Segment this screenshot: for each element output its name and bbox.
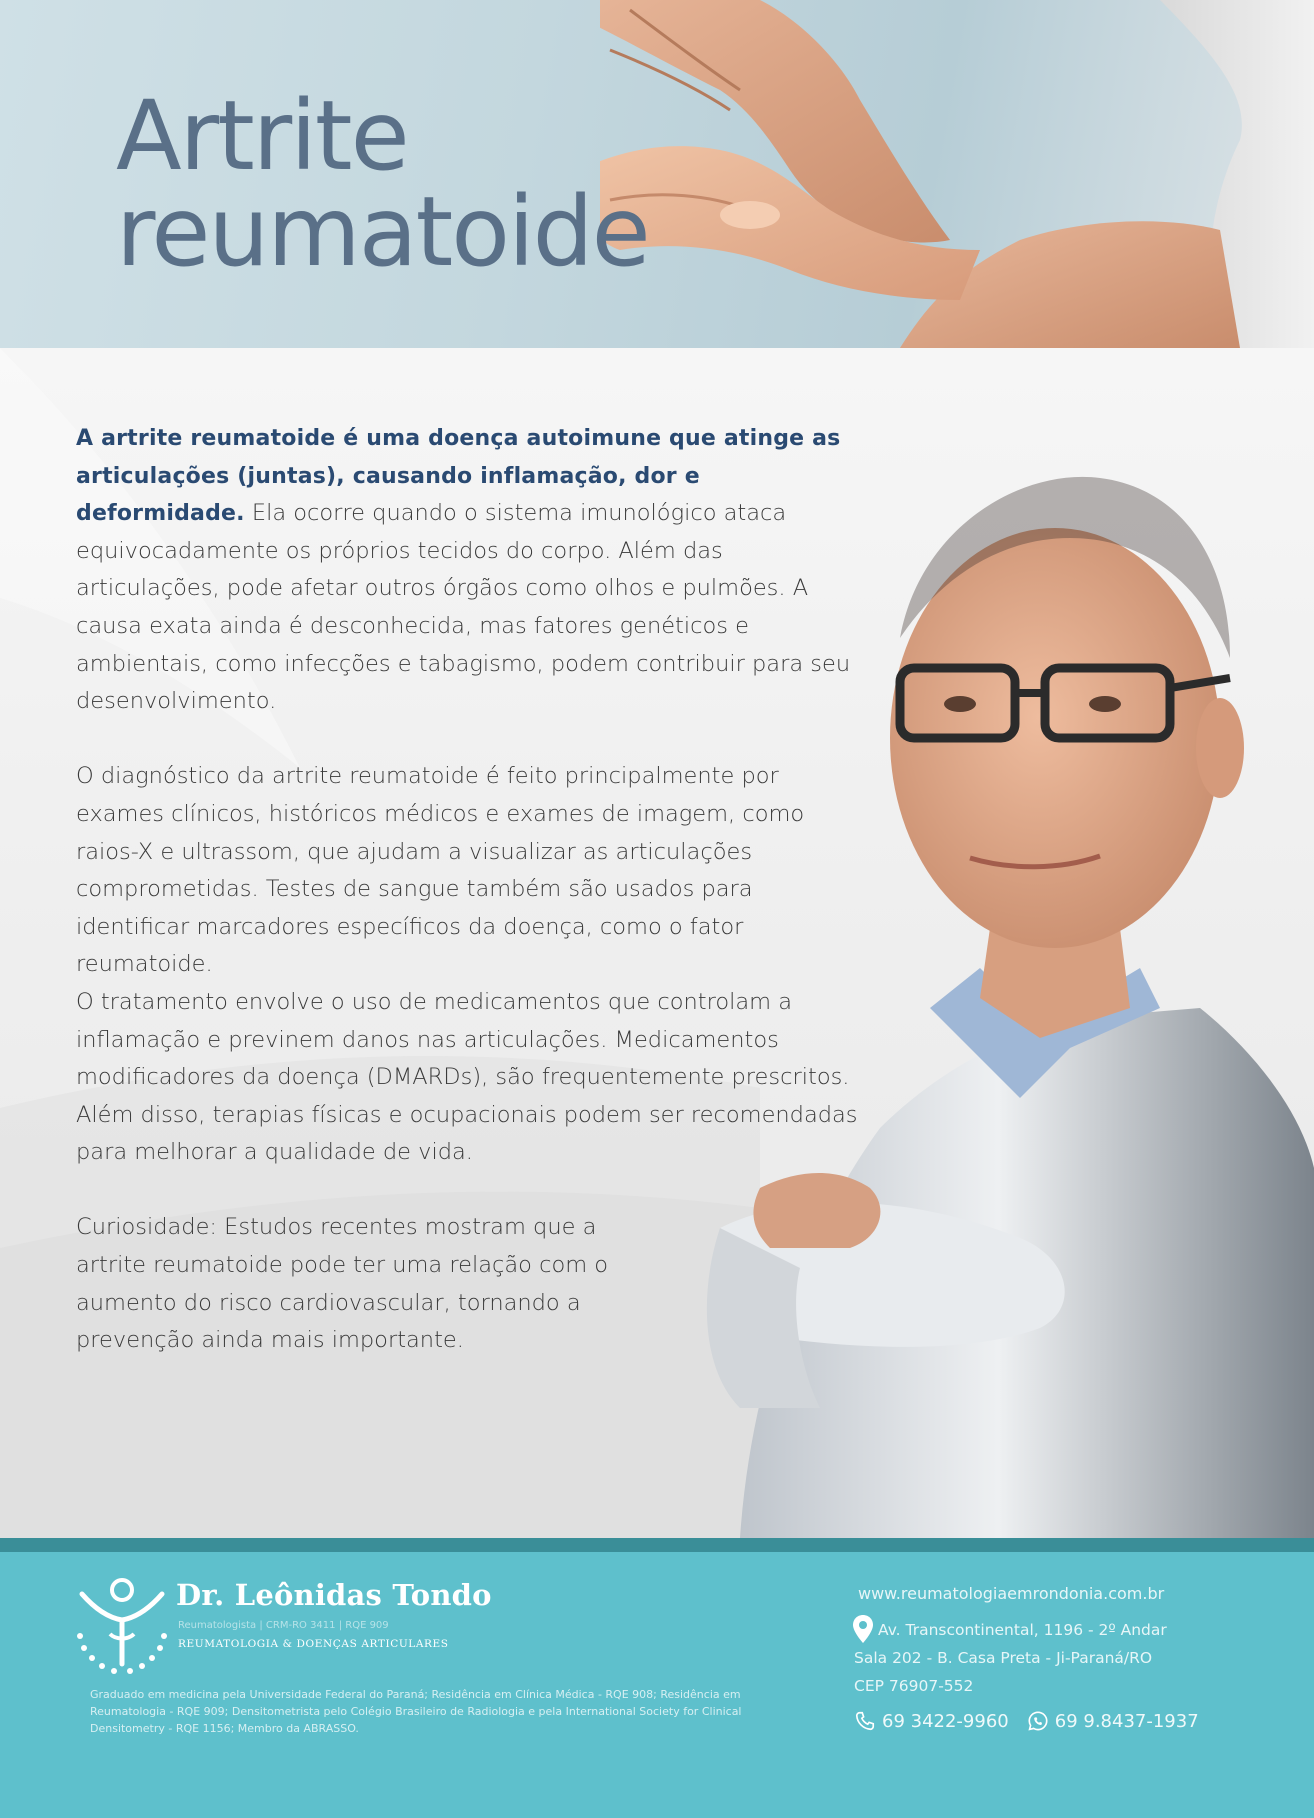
doctor-bio: Graduado em medicina pela Universidade Federal do Paraná; Residência em Clínica Médica - RQE 908; Residência em Reumatologia - RQE 909; Densitometrista pelo Colégio Brasileiro de Radiologia e pela International Society for Clinical Densitometry - RQE 1156; Membro da ABRASSO. — [90, 1688, 742, 1735]
brand-name: Dr. Leônidas Tondo — [176, 1578, 492, 1612]
title-line-1: Artrite — [116, 80, 408, 192]
page-title — [116, 80, 649, 288]
article-body — [0, 348, 1314, 1538]
whatsapp-number: 69 9.8437-1937 — [1054, 1710, 1199, 1732]
curiosity-paragraph: Curiosidade: Estudos recentes mostram que a artrite reumatoide pode ter uma relação com o aumento do risco cardiovascular, tornando a prevenção ainda mais importante. — [76, 1214, 609, 1354]
contact-phones — [854, 1710, 1217, 1732]
intro-rest: Ela ocorre quando o sistema imunológico ataca equivocadamente os próprios tecidos do corpo. Além das articulações, pode afetar outros órgãos como olhos e pulmões. A causa exata ainda é desconhecida, mas fatores genéticos e ambientais, como infecções e tabagismo, podem contribuir para seu desenvolvimento. — [76, 500, 851, 715]
intro-paragraph — [76, 420, 866, 721]
whatsapp-contact[interactable] — [1027, 1710, 1199, 1732]
treatment-paragraph: O tratamento envolve o uso de medicamentos que controlam a inflamação e previnem danos nas articulações. Medicamentos modificadores da doença (DMARDs), são frequentemente prescritos. Além disso, terapias físicas e ocupacionais podem ser recomendadas para melhorar a qualidade de vida. — [76, 988, 858, 1166]
brand-tagline: REUMATOLOGIA & DOENÇAS ARTICULARES — [178, 1638, 449, 1650]
hands-photo — [600, 0, 1314, 348]
clinic-address — [854, 1616, 1234, 1700]
clinic-logo-icon — [70, 1574, 174, 1678]
phone-number: 69 3422-9960 — [882, 1710, 1009, 1732]
website-link[interactable]: www.reumatologiaemrondonia.com.br — [858, 1584, 1165, 1603]
address-line-2: Sala 202 - B. Casa Preta - Ji-Paraná/RO — [854, 1649, 1153, 1667]
phone-contact[interactable] — [854, 1710, 1009, 1732]
address-line-3: CEP 76907-552 — [854, 1677, 974, 1695]
brand-credentials: Reumatologista | CRM-RO 3411 | RQE 909 — [178, 1620, 389, 1631]
header-banner — [0, 0, 1314, 348]
intro-lead: A artrite reumatoide é uma doença autoimune que atinge as articulações (juntas), causando inflamação, dor e deformidade. — [76, 426, 841, 527]
phone-icon — [854, 1710, 876, 1732]
address-line-1: Av. Transcontinental, 1196 - 2º Andar — [878, 1621, 1167, 1639]
diagnosis-paragraph: O diagnóstico da artrite reumatoide é feito principalmente por exames clínicos, históricos médicos e exames de imagem, como raios-X e ultrassom, que ajudam a visualizar as articulações comprometidas. Testes de sangue também são usados para identificar marcadores específicos da doença, como o fator reumatoide. — [76, 763, 805, 978]
whatsapp-icon — [1027, 1710, 1049, 1732]
footer-divider — [0, 1538, 1314, 1552]
footer — [0, 1552, 1314, 1818]
article-text — [76, 420, 866, 1360]
title-line-2: reumatoide — [116, 176, 649, 288]
